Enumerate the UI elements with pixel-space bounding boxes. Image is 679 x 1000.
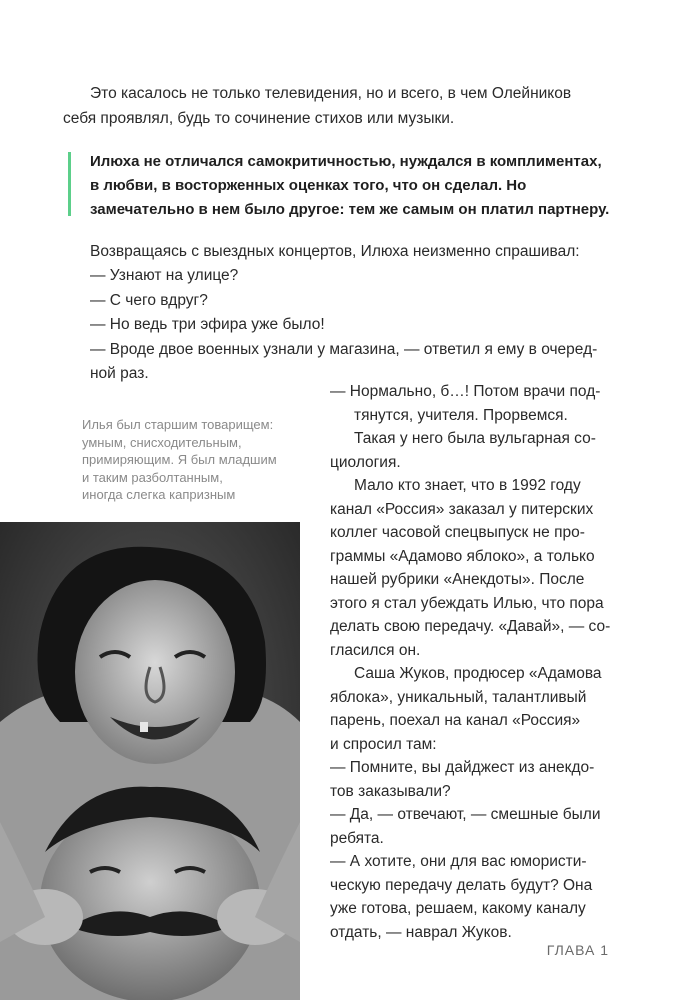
right-text-line: этого я стал убеждать Илью, что пора bbox=[330, 594, 604, 612]
right-text-line: — А хотите, они для вас юмористи- bbox=[330, 853, 587, 870]
right-text-line: ческую передачу делать будут? Она bbox=[330, 876, 593, 894]
right-text-line: Саша Жуков, продюсер «Адамова bbox=[354, 665, 602, 682]
photo-caption bbox=[82, 416, 297, 504]
black-white-photo bbox=[0, 522, 300, 1000]
right-text-line: делать свою передачу. «Давай», — со- bbox=[330, 618, 611, 635]
quote-accent-bar bbox=[68, 152, 71, 216]
right-text-line: тянутся, учителя. Прорвемся. bbox=[354, 406, 568, 424]
quote-line-1: Илюха не отличался самокритичностью, нуждался в комплиментах, bbox=[90, 153, 602, 170]
intro-paragraph bbox=[63, 82, 630, 131]
intro-line-2: себя проявлял, будь то сочинение стихов или музыки. bbox=[63, 109, 455, 127]
pull-quote bbox=[90, 150, 630, 222]
right-text-line: циология. bbox=[330, 453, 401, 471]
right-text-line: коллег часовой спецвыпуск не про- bbox=[330, 524, 585, 541]
chapter-label: ГЛАВА 1 bbox=[546, 942, 609, 958]
caption-line-1: Илья был старшим товарищем: bbox=[82, 417, 274, 432]
dialogue-line: — Но ведь три эфира уже было! bbox=[90, 316, 325, 333]
dialogue-line: — Узнают на улице? bbox=[90, 267, 239, 284]
right-text-line: — Нормально, б…! Потом врачи под- bbox=[330, 383, 601, 400]
caption-line-2: умным, снисходительным, bbox=[82, 434, 242, 450]
right-text-line: ребята. bbox=[330, 829, 384, 847]
right-text-line: граммы «Адамово яблоко», а только bbox=[330, 547, 595, 565]
right-text-line: яблока», уникальный, талантливый bbox=[330, 688, 587, 706]
dialogue-line: — Вроде двое военных узнали у магазина, — ответил я ему в очеред- bbox=[90, 340, 598, 358]
dialogue-line: — С чего вдруг? bbox=[90, 291, 208, 309]
right-text-line: парень, поехал на канал «Россия» bbox=[330, 712, 581, 729]
photo-illustration bbox=[0, 522, 300, 1000]
caption-line-3: примиряющим. Я был младшим bbox=[82, 452, 277, 467]
right-text-line: — Помните, вы дайджест из анекдо- bbox=[330, 759, 595, 776]
right-text-line: канал «Россия» заказал у питерских bbox=[330, 500, 594, 518]
dialogue-line: ной раз. bbox=[90, 365, 149, 382]
caption-line-4: и таким разболтанным, bbox=[82, 469, 223, 485]
right-text-line: и спросил там: bbox=[330, 735, 437, 753]
quote-line-2: в любви, в восторженных оценках того, что он сделал. Но bbox=[90, 177, 527, 194]
right-text-line: тов заказывали? bbox=[330, 782, 451, 800]
quote-line-3: замечательно в нем было другое: тем же самым он платил партнеру. bbox=[90, 201, 610, 218]
right-text-line: Такая у него была вульгарная со- bbox=[354, 430, 596, 447]
right-text-line: уже готова, решаем, какому каналу bbox=[330, 900, 586, 917]
returning-paragraph: Возвращаясь с выездных концертов, Илюха неизменно спрашивал: bbox=[90, 243, 580, 260]
right-text-line: отдать, — наврал Жуков. bbox=[330, 923, 512, 941]
right-text-line: нашей рубрики «Анекдоты». После bbox=[330, 571, 585, 588]
intro-line-1: Это касалось не только телевидения, но и всего, в чем Олейников bbox=[90, 85, 572, 102]
caption-line-5: иногда слегка капризным bbox=[82, 487, 236, 502]
right-text-line: — Да, — отвечают, — смешные были bbox=[330, 806, 601, 823]
right-text-line: гласился он. bbox=[330, 641, 421, 659]
right-text-line: Мало кто знает, что в 1992 году bbox=[354, 477, 581, 494]
